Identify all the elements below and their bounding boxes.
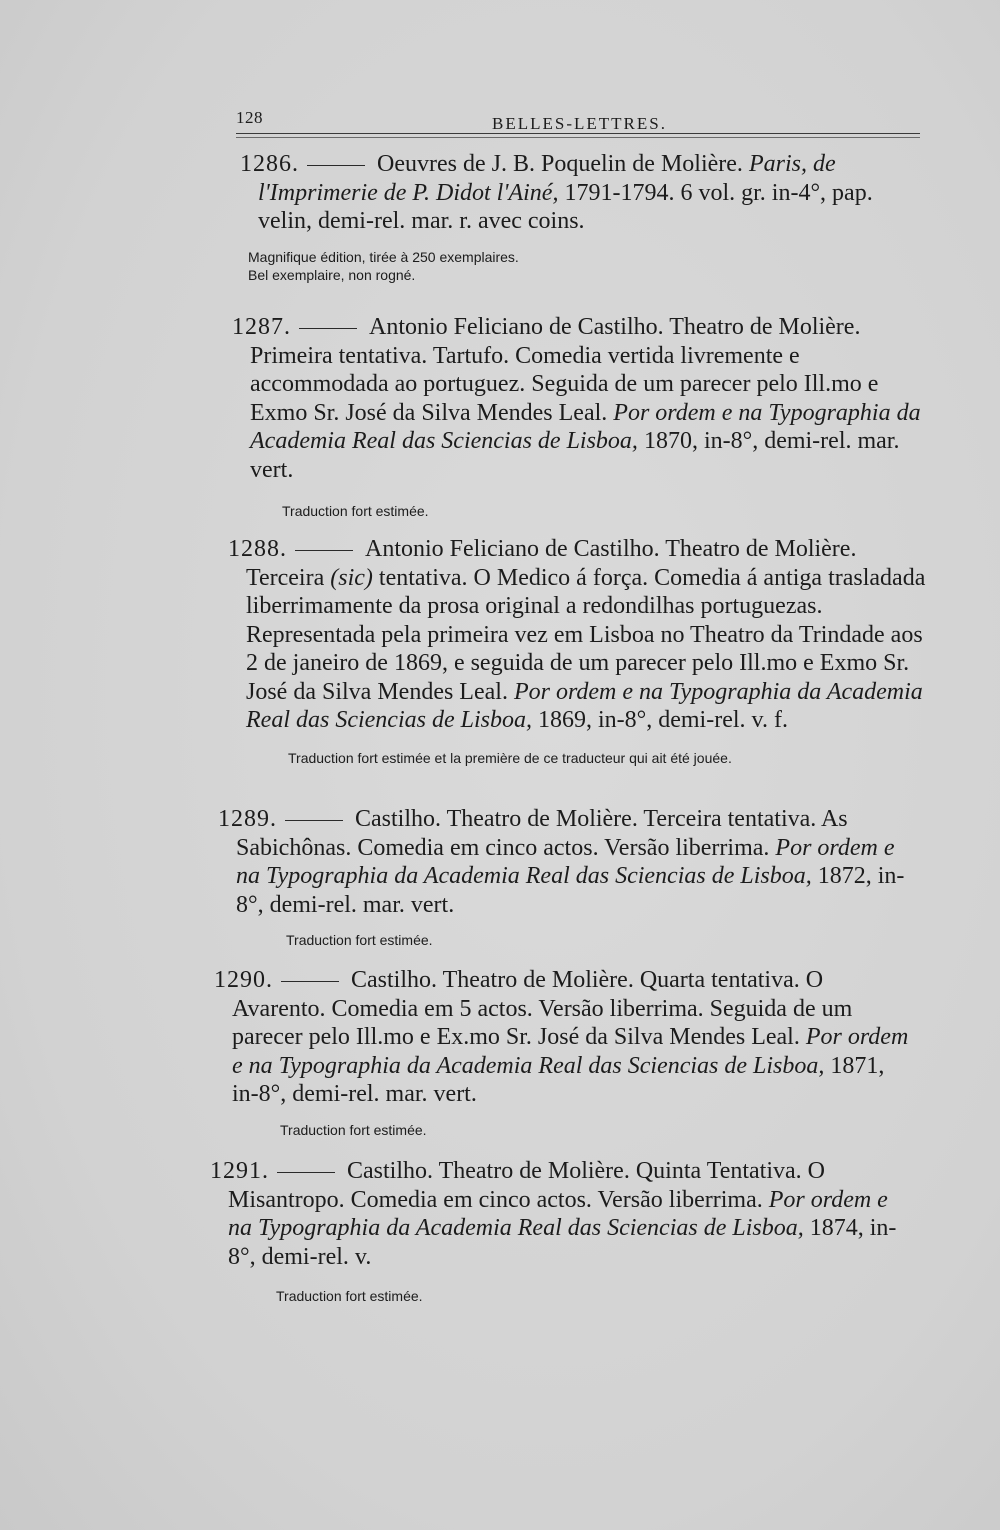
entry-note bbox=[214, 1121, 914, 1139]
header-rule-thin bbox=[236, 137, 920, 138]
header-rule bbox=[236, 133, 920, 134]
entry-details: 1871, in-8°, demi-rel. mar. vert. bbox=[232, 1052, 885, 1107]
entry-details: 1872, in-8°, demi-rel. mar. vert. bbox=[236, 863, 905, 918]
entry-sic: (sic) bbox=[330, 564, 373, 591]
note-line: Bel exemplaire, non rogné. bbox=[248, 266, 416, 283]
entry-note bbox=[228, 749, 928, 767]
entry-imprint: Por ordem e na Typographia da Academia Real das Sciencias de Lisboa, bbox=[250, 399, 921, 454]
entry-dash bbox=[307, 165, 365, 166]
entry-text: Antonio Feliciano de Castilho. Theatro de Molière. Terceira bbox=[246, 536, 857, 591]
entry-dash bbox=[277, 1172, 335, 1173]
catalog-entry-1288 bbox=[228, 535, 928, 767]
page-number: 128 bbox=[236, 108, 263, 127]
note-line: Traduction fort estimée. bbox=[280, 1121, 427, 1138]
catalog-entry-1289 bbox=[218, 805, 918, 949]
entry-note bbox=[232, 502, 930, 520]
entry-text: Castilho. Theatro de Molière. Quinta Tentativa. O Misantropo. Comedia em cinco actos. Versão liberrima. bbox=[228, 1158, 825, 1213]
entry-number: 1290. bbox=[214, 967, 273, 993]
entry-dash bbox=[295, 550, 353, 551]
entry-number: 1291. bbox=[210, 1158, 269, 1184]
entry-dash bbox=[285, 820, 343, 821]
entry-text-cont: tentativa. O Medico á força. Comedia á antiga trasladada liberrimamente da prosa original a redondilhas portuguezas. Representada pela primeira vez em Lisboa no Theatro da Trindade aos 2 de janeiro de 1869, e seguida de um parecer pelo Ill.mo e Exmo Sr. José da Silva Mendes Leal. bbox=[246, 564, 926, 705]
entry-number: 1286. bbox=[240, 151, 299, 177]
entry-number: 1288. bbox=[228, 536, 287, 562]
entry-note bbox=[210, 1287, 910, 1305]
entry-details: 1870, in-8°, demi-rel. mar. vert. bbox=[250, 428, 900, 483]
entry-dash bbox=[281, 981, 339, 982]
note-line: Traduction fort estimée. bbox=[282, 503, 429, 519]
running-title: BELLES-LETTRES. bbox=[492, 114, 667, 133]
entry-imprint: Por ordem e na Typographia da Academia Real das Sciencias de Lisboa, bbox=[228, 1186, 888, 1241]
entry-imprint: Por ordem e na Typographia da Academia Real das Sciencias de Lisboa, bbox=[246, 678, 923, 733]
entry-note bbox=[218, 931, 918, 949]
page-header bbox=[236, 108, 920, 138]
catalog-entry-1291 bbox=[210, 1157, 910, 1305]
entry-text: Antonio Feliciano de Castilho. Theatro de Molière. Primeira tentativa. Tartufo. Comedia vertida livremente e accommodada ao portuguez. Seguida de um parecer pelo Ill.mo e Exmo Sr. José da Silva Mendes Leal. bbox=[250, 314, 879, 426]
entry-number: 1287. bbox=[232, 314, 291, 340]
entry-text: Oeuvres de J. B. Poquelin de Molière. bbox=[377, 151, 743, 177]
note-line: Magnifique édition, tirée à 250 exemplaires. bbox=[248, 248, 519, 265]
entry-dash bbox=[299, 328, 357, 329]
catalog-entry-1286 bbox=[240, 150, 925, 284]
entry-note bbox=[240, 248, 925, 284]
entry-details: 1791-1794. 6 vol. gr. in-4°, pap. velin, demi-rel. mar. r. avec coins. bbox=[258, 179, 873, 234]
entry-text: Castilho. Theatro de Molière. Quarta tentativa. O Avarento. Comedia em 5 actos. Versão liberrima. Seguida de um parecer pelo Ill.mo e Ex.mo Sr. José da Silva Mendes Leal. bbox=[232, 967, 853, 1050]
entry-number: 1289. bbox=[218, 806, 277, 832]
entry-imprint: Por ordem e na Typographia da Academia Real das Sciencias de Lisboa, bbox=[236, 834, 895, 889]
entry-text: Castilho. Theatro de Molière. Terceira tentativa. As Sabichônas. Comedia em cinco actos. Versão liberrima. bbox=[236, 806, 848, 861]
entry-imprint: Por ordem e na Typographia da Academia Real das Sciencias de Lisboa, bbox=[232, 1024, 909, 1079]
catalog-entry-1287 bbox=[232, 313, 930, 520]
note-line: Traduction fort estimée et la première de ce traducteur qui ait été jouée. bbox=[288, 749, 732, 766]
entry-details: 1869, in-8°, demi-rel. v. f. bbox=[537, 707, 788, 733]
entry-details: 1874, in-8°, demi-rel. v. bbox=[228, 1215, 897, 1270]
note-line: Traduction fort estimée. bbox=[286, 932, 433, 948]
note-line: Traduction fort estimée. bbox=[276, 1288, 423, 1304]
catalog-entry-1290 bbox=[214, 966, 914, 1139]
entry-imprint: Paris, de l'Imprimerie de P. Didot l'Ainé, bbox=[258, 151, 836, 206]
